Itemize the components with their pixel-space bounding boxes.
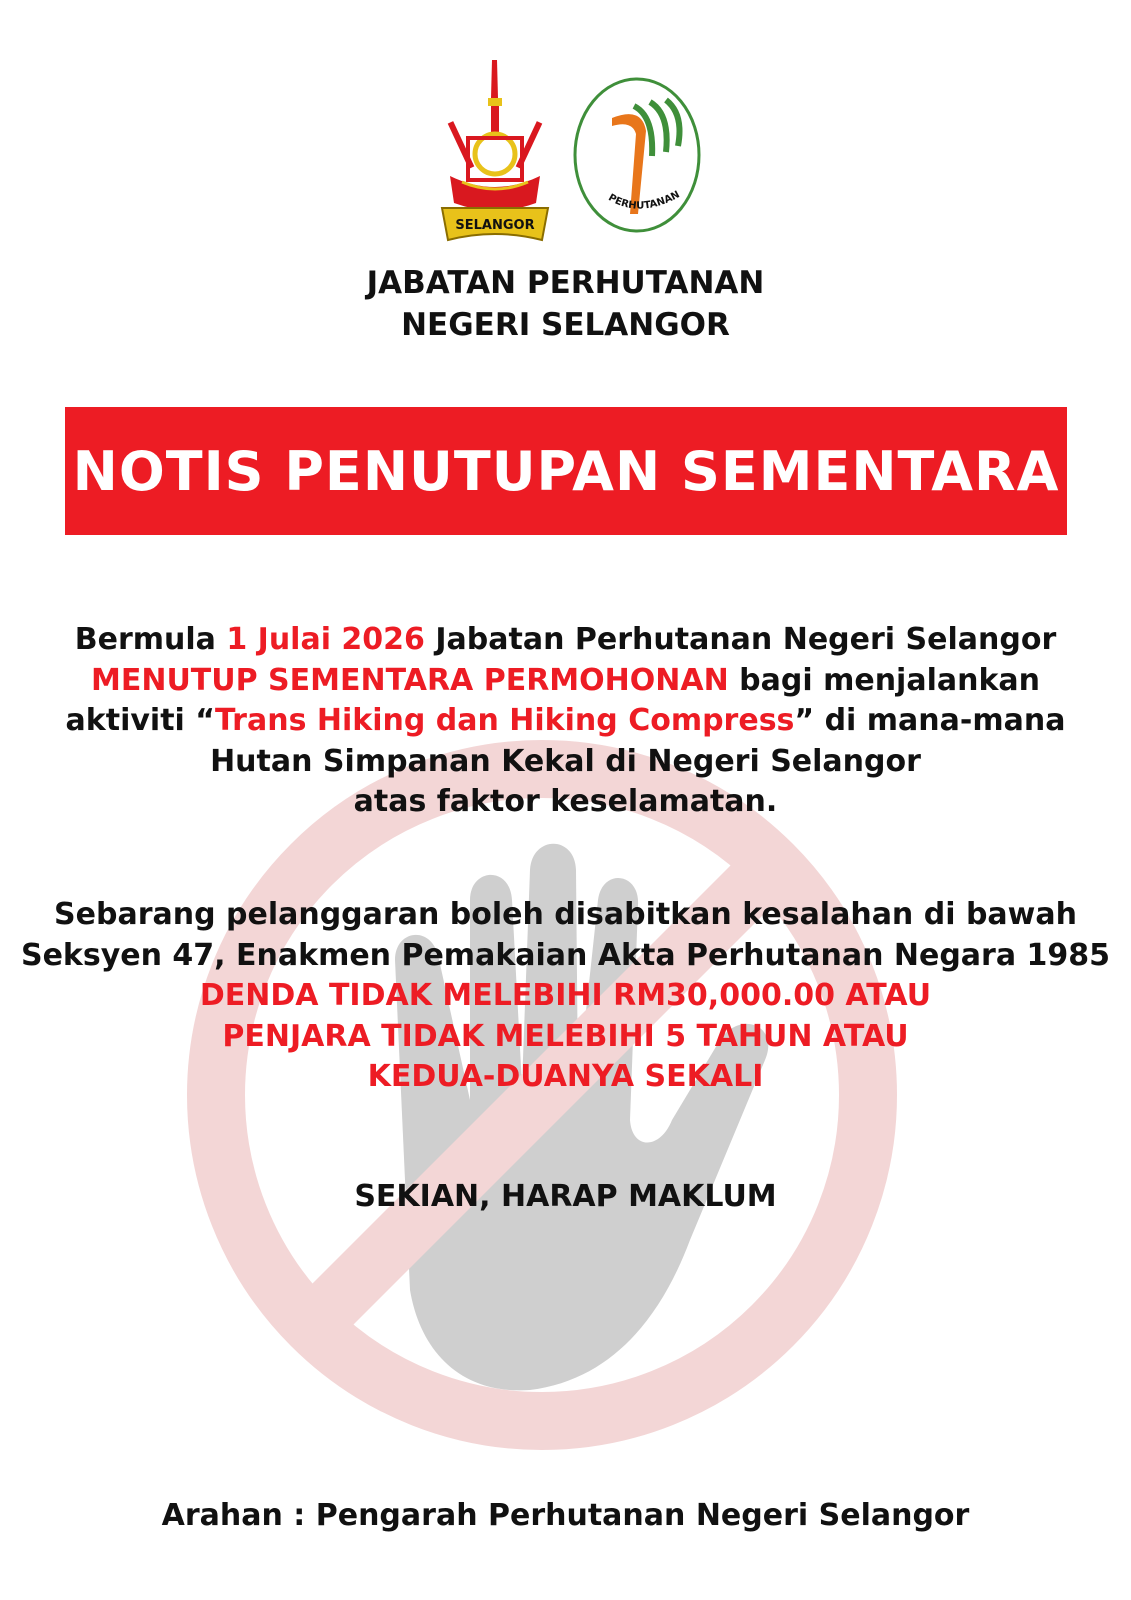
penalty-paragraph: [0, 895, 1131, 1098]
notice-line-3: [0, 701, 1131, 742]
agency-name-line2: NEGERI SELANGOR: [401, 307, 730, 343]
notice-line-4: Hutan Simpanan Kekal di Negeri Selangor: [210, 743, 921, 779]
penalty-line-5: KEDUA-DUANYA SEKALI: [367, 1059, 764, 1094]
penalty-line-3: DENDA TIDAK MELEBIHI RM30,000.00 ATAU: [199, 978, 932, 1013]
logo-row: [0, 58, 1131, 248]
notice-line-2-end: bagi menjalankan: [728, 662, 1041, 698]
penalty-line-4: PENJARA TIDAK MELEBIHI 5 TAHUN ATAU: [222, 1018, 909, 1054]
crest-banner-text: SELANGOR: [455, 218, 535, 233]
notice-line-2: [0, 661, 1131, 702]
notice-title: NOTIS PENUTUPAN SEMENTARA: [72, 439, 1060, 503]
agency-name: [0, 262, 1131, 346]
perhutanan-logo-text: PERHUTANAN: [606, 189, 682, 212]
notice-line-3-end: ” di mana-mana: [794, 703, 1066, 738]
notice-paragraph: [0, 620, 1131, 823]
perhutanan-logo: [572, 76, 702, 234]
notice-effective-date: 1 Julai 2026: [226, 622, 425, 657]
notice-closure-highlight: MENUTUP SEMENTARA PERMOHONAN: [90, 662, 729, 698]
notice-activity-highlight: Trans Hiking dan Hiking Compress: [215, 703, 795, 738]
agency-name-line1: JABATAN PERHUTANAN: [366, 265, 765, 301]
signoff-text: Arahan : Pengarah Perhutanan Negeri Selangor: [161, 1498, 970, 1533]
notice-line-3-start: aktiviti “: [65, 703, 215, 738]
selangor-crest-logo: [436, 58, 554, 246]
notice-line-5: atas faktor keselamatan.: [353, 784, 778, 819]
notice-line-1: [0, 620, 1131, 661]
notice-line-1-end: Jabatan Perhutanan Negeri Selangor: [424, 622, 1057, 657]
closing-text: SEKIAN, HARAP MAKLUM: [354, 1179, 777, 1214]
notice-line-1-start: Bermula: [74, 622, 227, 657]
penalty-line-2: Seksyen 47, Enakmen Pemakaian Akta Perhutanan Negara 1985: [20, 937, 1111, 973]
notice-banner: [65, 407, 1067, 535]
penalty-line-1: Sebarang pelanggaran boleh disabitkan kesalahan di bawah: [54, 897, 1077, 932]
